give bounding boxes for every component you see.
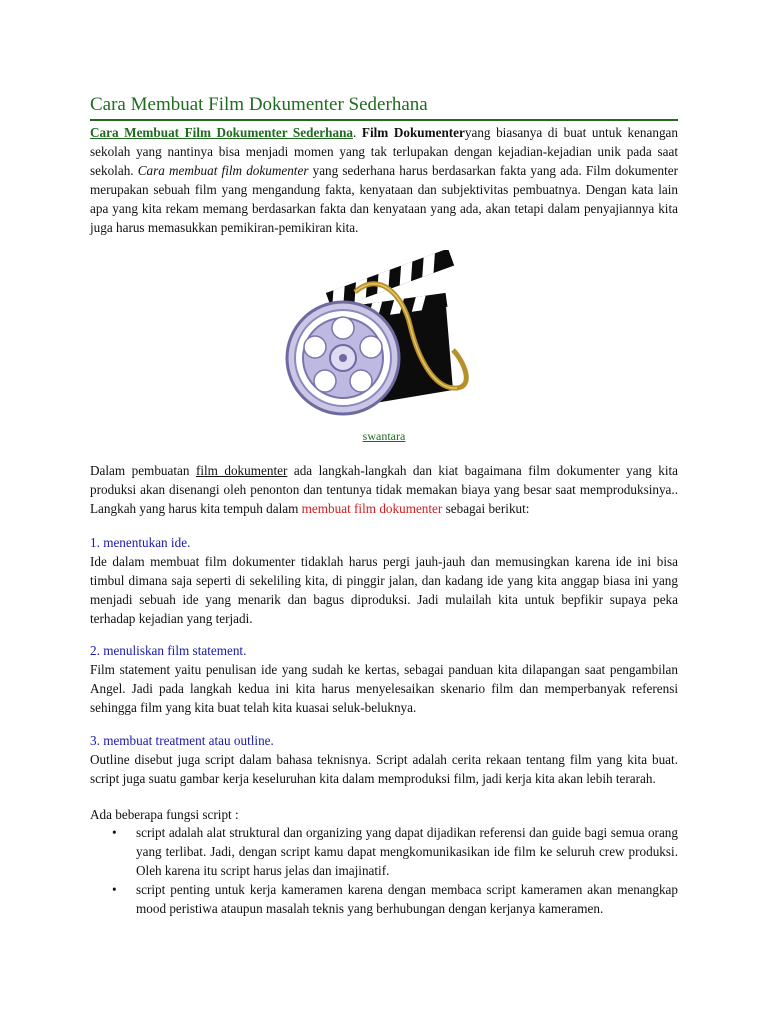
intro-title-link[interactable]: Cara Membuat Film Dokumenter Sederhana [90, 125, 354, 140]
film-dokumenter-link[interactable]: film dokumenter [195, 463, 288, 478]
film-reel-clapperboard-image [285, 250, 485, 425]
script-functions-list [90, 823, 678, 918]
list-item-text: script penting untuk kerja kameramen karena dengan membaca script kameramen akan menangkap mood peristiwa ataupun masalah teknis yang berhubungan dengan kerjanya kameramen. [136, 882, 678, 916]
list-item-text: script adalah alat struktural dan organizing yang dapat dijadikan referensi dan guide bagi semua orang yang terlibat. Jadi, dengan script kamu dapat mengkomunikasikan ide film ke seluruh crew produksi. Oleh karena itu script harus jelas dan imajinatif. [136, 825, 678, 878]
intro-text-1: yang biasanya di buat untuk kenangan sekolah yang nantinya bisa menjadi momen yang tak terlupakan dengan kejadian-kejadian unik pada saat sekolah. [90, 125, 678, 178]
list-item [90, 880, 678, 918]
step-1-body: Ide dalam membuat film dokumenter tidaklah harus pergi jauh-jauh dan memusingkan karena ide ini bisa timbul dimana saja seperti di sekeliling kita, di pinggir jalan, dan kadang ide yang kita anggap biasa ini yang menjadi sebuah ide yang menarik dan bagus diproduksi. Jadi mulailah kita untuk bepfikir supaya peka terhadap kejadian yang terjadi. [90, 554, 678, 626]
figure-caption [90, 428, 678, 444]
intro-separator: . [353, 125, 362, 140]
step-3-body: Outline disebut juga script dalam bahasa teknisnya. Script adalah cerita rekaan tentang film yang kita buat. script juga suatu gambar kerja keseluruhan kita dalam memproduksi film, jadi kerja kita akan lebih terarah. [90, 752, 678, 786]
step-3-heading: 3. membuat treatment atau outline. [90, 733, 274, 748]
langkah-text-3: sebagai berikut: [442, 501, 530, 516]
list-item [90, 823, 678, 880]
intro-italic-term: Cara membuat film dokumenter [137, 163, 309, 178]
langkah-text-2: ada langkah-langkah dan kiat bagaimana film dokumenter yang kita produksi akan disenangi oleh penonton dan tentunya tidak memakan biaya yang besar saat memproduksinya.. Langkah yang harus kita tempuh dalam [90, 463, 679, 516]
film-reel-clapperboard-icon [285, 250, 485, 425]
step-2-body: Film statement yaitu penulisan ide yang sudah ke kertas, sebagai panduan kita dilapangan saat pengambilan Angel. Jadi pada langkah kedua ini kita harus menyelesaikan skenario film dan memperbanyak referensi sehingga film yang kita buat telah kita kuasai seluk-beluknya. [90, 662, 678, 715]
membuat-film-dokumenter-link[interactable]: membuat film dokumenter [301, 501, 443, 516]
intro-bold-term: Film Dokumenter [361, 125, 465, 140]
bullet-icon: • [112, 825, 117, 840]
langkah-text-1: Dalam pembuatan [90, 463, 196, 478]
bullet-icon: • [112, 882, 117, 897]
title-divider [90, 119, 678, 121]
page-title: Cara Membuat Film Dokumenter Sederhana [90, 94, 428, 115]
step-1-heading: 1. menentukan ide. [90, 535, 191, 550]
intro-text-2: yang sederhana harus berdasarkan fakta yang ada. Film dokumenter merupakan sebuah film yang mengandung fakta, kenyataan dan subjektivitas pembuatnya. Dengan kata lain apa yang kita rekam memang berdasarkan fakta dan kenyataan yang ada, akan tetapi dalam penyajiannya kita juga harus memasukkan pemikiran-pemikiran kita. [90, 163, 678, 235]
intro-paragraph [90, 123, 678, 237]
step-2-heading: 2. menuliskan film statement. [90, 643, 247, 658]
script-functions-intro: Ada beberapa fungsi script : [90, 807, 239, 822]
paragraph-langkah [90, 461, 678, 518]
figure-caption-link[interactable]: swantara [362, 429, 406, 443]
